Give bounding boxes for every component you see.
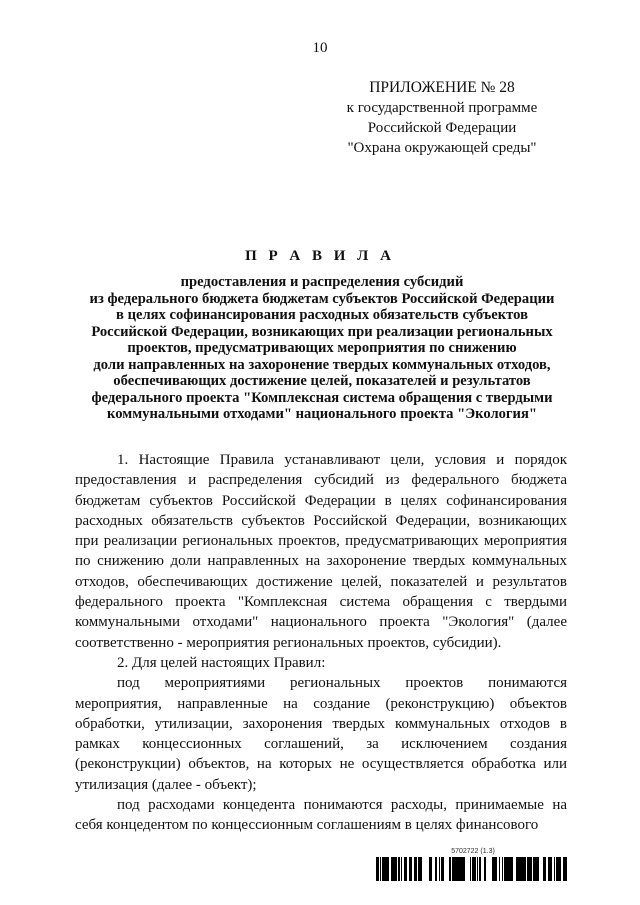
subtitle-line: предоставления и распределения субсидий (180, 274, 464, 290)
subtitle-line: в целях софинансирования расходных обязательств субъектов (116, 307, 528, 323)
subtitle-line: обеспечивающих достижение целей, показателей и результатов (113, 373, 531, 389)
document-code: 5702722 (1.3) (451, 848, 495, 855)
document-footer (376, 848, 570, 881)
appendix-line-1: к государственной программе (346, 100, 538, 116)
subtitle-line: из федерального бюджета бюджетам субъектов Российской Федерации (89, 290, 555, 307)
paragraph-3: под мероприятиями региональных проектов понимаются мероприятия, направленные на создание (реконструкцию) объектов обработки, утилизации, захоронения твердых коммунальных отходов в рамках концессионных соглашений, за исключением создания (реконструкции) объектов, на которых не осуществляется обработка или утилизация (далее - объект); (75, 675, 567, 793)
document-subtitle (74, 274, 570, 423)
subtitle-line: проектов, предусматривающих мероприятия по снижению (127, 340, 517, 356)
appendix-block (322, 78, 562, 158)
paragraph-2: 2. Для целей настоящих Правил: (117, 654, 326, 671)
barcode-icon (376, 857, 570, 881)
subtitle-line: федерального проекта "Комплексная система обращения с твердыми (91, 389, 553, 406)
paragraph-4: под расходами концедента понимаются расходы, принимаемые на себя концедентом по концессионным соглашениям в целях финансового (75, 797, 567, 834)
document-body (75, 450, 567, 836)
page-number: 10 (312, 40, 328, 56)
paragraph-1: 1. Настоящие Правила устанавливают цели, условия и порядок предоставления и распределения субсидий из федерального бюджета бюджетам субъектов Российской Федерации в целях софинансирования расходных обязательств субъектов Российской Федерации, возникающих при реализации региональных проектов, предусматривающих мероприятия по снижению доли направленных на захоронение твердых коммунальных отходов, обеспечивающих достижение целей, показателей и результатов федерального проекта "Комплексная система обращения с твердыми коммунальными отходами" национального проекта "Экология" (далее соответственно - мероприятия региональных проектов, субсидии). (75, 452, 567, 651)
subtitle-line: Российской Федерации, возникающих при реализации региональных (91, 323, 553, 340)
subtitle-line: доли направленных на захоронение твердых коммунальных отходов, (93, 356, 551, 373)
subtitle-line: коммунальными отходами" национального проекта "Экология" (107, 406, 537, 422)
document-heading: П Р А В И Л А (245, 248, 395, 264)
appendix-title: ПРИЛОЖЕНИЕ № 28 (369, 79, 515, 96)
appendix-line-3: "Охрана окружающей среды" (347, 140, 537, 156)
appendix-line-2: Российской Федерации (367, 120, 517, 136)
